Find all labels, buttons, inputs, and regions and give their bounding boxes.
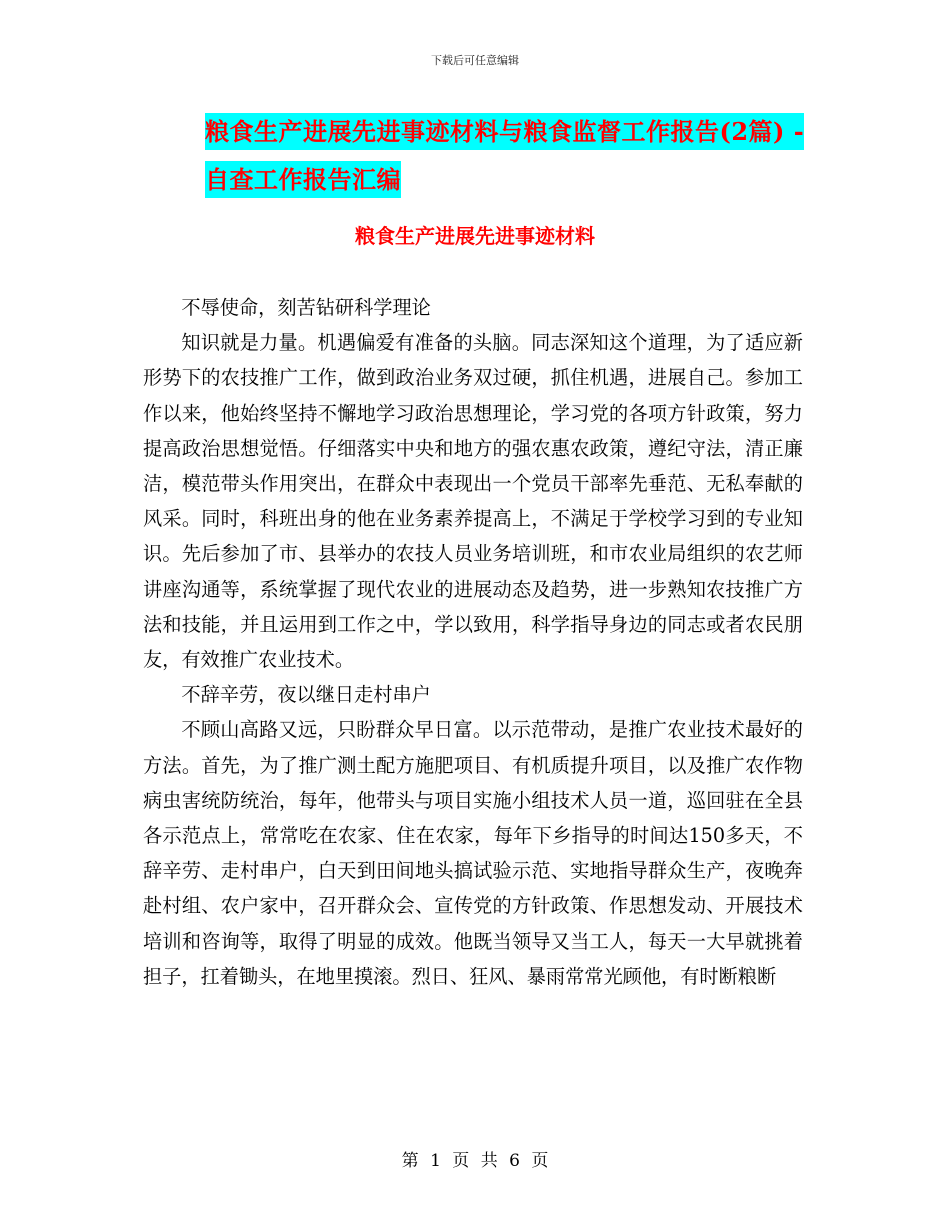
section-title: 粮食生产进展先进事迹材料	[355, 224, 595, 248]
page-number: 第 1 页 共 6 页	[401, 1151, 549, 1171]
document-title	[205, 108, 805, 204]
paragraph-1: 知识就是力量。机遇偏爱有准备的头脑。同志深知这个道理，为了适应新形势下的农技推广工作，做到政治业务双过硬，抓住机遇，进展自己。参加工作以来，他始终坚持不懈地学习政治思想理论，学习党的各项方针政策，努力提高政治思想觉悟。仔细落实中央和地方的强农惠农政策，遵纪守法，清正廉洁，模范带头作用突出，在群众中表现出一个党员干部率先垂范、无私奉献的风采。同时，科班出身的他在业务素养提高上，不满足于学校学习到的专业知识。先后参加了市、县举办的农技人员业务培训班，和市农业局组织的农艺师讲座沟通等，系统掌握了现代农业的进展动态及趋势，进一步熟知农技推广方法和技能，并且运用到工作之中，学以致用，科学指导身边的同志或者农民朋友，有效推广农业技术。	[143, 331, 803, 672]
paragraph-2: 不顾山高路又远，只盼群众早日富。以示范带动，是推广农业技术最好的方法。首先，为了推广测土配方施肥项目、有机质提升项目，以及推广农作物病虫害统防统治，每年，他带头与项目实施小组技术人员一道，巡回驻在全县各示范点上，常常吃在农家、住在农家，每年下乡指导的时间达150多天，不辞辛劳、走村串户，白天到田间地头搞试验示范、实地指导群众生产，夜晚奔赴村组、农户家中，召开群众会、宣传党的方针政策、作思想发动、开展技术培训和咨询等，取得了明显的成效。他既当领导又当工人，每天一大早就挑着担子，扛着锄头，在地里摸滚。烈日、狂风、暴雨常常光顾他，有时断粮断	[143, 718, 803, 988]
document-body	[143, 290, 803, 994]
subheading-2: 不辞辛劳，夜以继日走村串户	[181, 683, 431, 707]
page-header-note: 下载后可任意编辑	[431, 54, 519, 67]
document-title-text: 粮食生产进展先进事迹材料与粮食监督工作报告(2篇) - 自查工作报告汇编	[205, 113, 804, 198]
subheading-1: 不辱使命，刻苦钻研科学理论	[181, 296, 431, 319]
